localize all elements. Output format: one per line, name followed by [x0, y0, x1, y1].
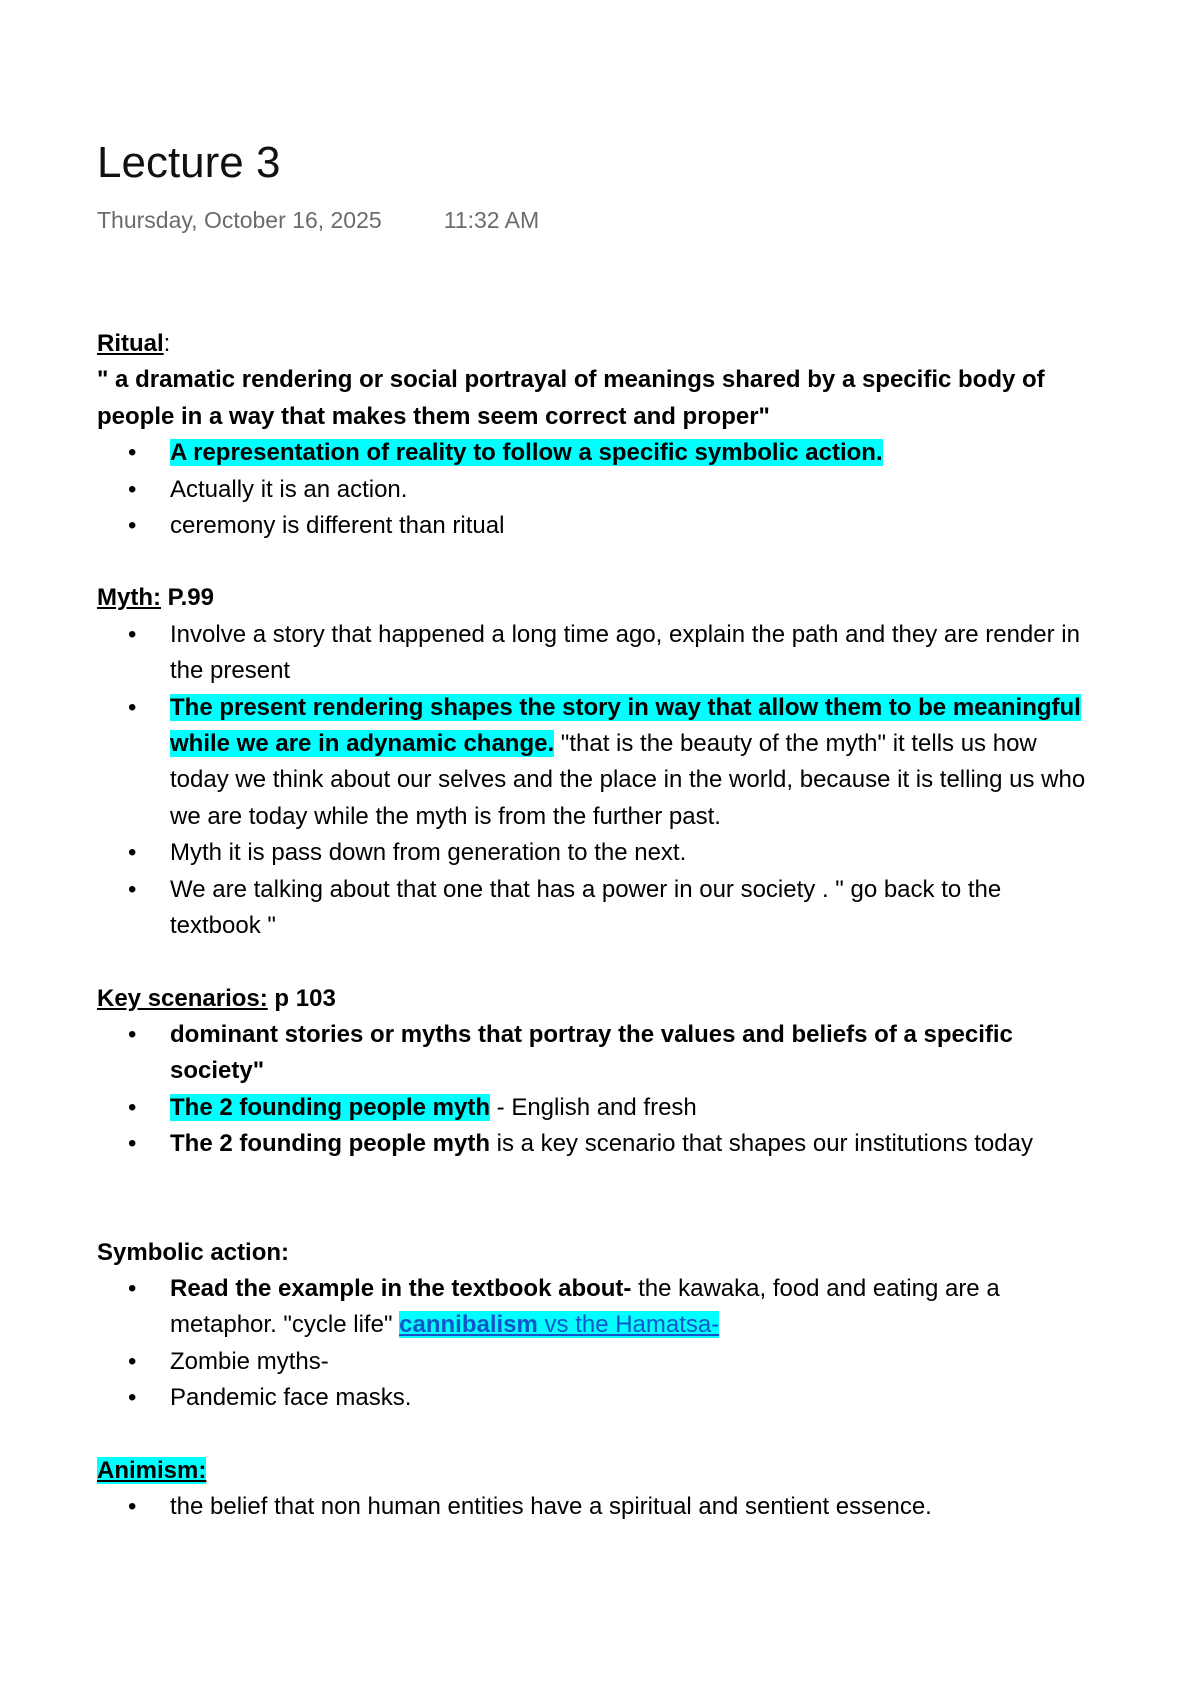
myth-page: P.99	[160, 584, 214, 612]
bullet-icon: •	[128, 693, 137, 721]
ritual-bullet-3: ceremony is different than ritual	[170, 512, 505, 540]
key-page: p 103	[267, 984, 336, 1012]
myth-list	[97, 617, 1097, 945]
bullet-icon: •	[128, 1274, 137, 1302]
key-bullet-3-bold: The 2 founding people myth	[170, 1130, 490, 1158]
note-body[interactable]	[97, 326, 1097, 1525]
list-item	[97, 1271, 1097, 1344]
key-bullet-1: dominant stories or myths that portray the values and beliefs of a specific society"	[170, 1020, 1013, 1085]
myth-bullet-2-highlight: The present rendering shapes the story in way that allow them to be meaningful while we are in adynamic change.	[170, 693, 1081, 758]
symbolic-heading: Symbolic action:	[97, 1238, 290, 1266]
ritual-heading-line	[97, 326, 1097, 362]
bullet-icon: •	[128, 512, 137, 540]
ritual-list	[97, 435, 1097, 544]
page-title: Lecture 3	[97, 138, 281, 187]
page-time: 11:32 AM	[443, 207, 540, 233]
list-item	[97, 1090, 1097, 1126]
key-heading: Key scenarios:	[97, 984, 268, 1012]
ritual-heading: Ritual	[97, 330, 164, 357]
list-item	[97, 1017, 1097, 1090]
animism-list	[97, 1489, 1097, 1525]
list-item	[97, 690, 1097, 836]
spacer	[97, 544, 1097, 580]
spacer	[97, 945, 1097, 981]
myth-heading: Myth:	[97, 584, 161, 612]
bullet-icon: •	[128, 875, 137, 903]
symbolic-bullet-2: Zombie myths-	[170, 1347, 329, 1375]
ritual-colon: :	[163, 330, 171, 357]
myth-heading-line	[97, 580, 1097, 616]
list-item	[97, 617, 1097, 690]
bullet-icon: •	[128, 620, 137, 648]
bullet-icon: •	[128, 839, 137, 867]
bullet-icon: •	[128, 1130, 137, 1158]
myth-bullet-4: We are talking about that one that has a power in our society . " go back to the textbook "	[170, 875, 1002, 940]
ritual-bullet-2: Actually it is an action.	[170, 475, 408, 503]
bullet-icon: •	[128, 1020, 137, 1048]
list-item	[97, 835, 1097, 871]
bullet-icon: •	[128, 439, 137, 467]
hamatsa-link-bold[interactable]: cannibalism	[399, 1311, 538, 1339]
bullet-icon: •	[128, 1384, 137, 1412]
bullet-icon: •	[128, 1093, 137, 1121]
key-heading-line	[97, 981, 1097, 1017]
animism-heading: Animism:	[97, 1456, 207, 1484]
list-item	[97, 872, 1097, 945]
ritual-bullet-1: A representation of reality to follow a specific symbolic action.	[170, 439, 883, 467]
symbolic-list	[97, 1271, 1097, 1417]
page-meta	[97, 207, 539, 234]
myth-bullet-2-rest: "that is the beauty of the myth" it tells us how today we think about our selves and the place in the world, because it is telling us who we are today while the myth is from the further past.	[170, 730, 1086, 830]
spacer	[97, 1417, 1097, 1453]
hamatsa-link[interactable]	[399, 1311, 719, 1338]
list-item	[97, 1489, 1097, 1525]
myth-bullet-1: Involve a story that happened a long time ago, explain the path and they are render in the present	[170, 620, 1080, 685]
bullet-icon: •	[128, 1492, 137, 1520]
key-list	[97, 1017, 1097, 1163]
ritual-definition: " a dramatic rendering or social portrayal of meanings shared by a specific body of people in a way that makes them seem correct and proper"	[97, 366, 1045, 430]
list-item	[97, 508, 1097, 544]
animism-heading-line	[97, 1453, 1097, 1489]
list-item	[97, 1380, 1097, 1416]
symbolic-bullet-3: Pandemic face masks.	[170, 1384, 412, 1412]
key-bullet-2-rest: - English and fresh	[490, 1093, 697, 1121]
spacer	[97, 1163, 1097, 1235]
hamatsa-link-rest[interactable]: vs the Hamatsa-	[537, 1311, 720, 1339]
page-date: Thursday, October 16, 2025	[97, 207, 382, 233]
bullet-icon: •	[128, 1347, 137, 1375]
myth-bullet-3: Myth it is pass down from generation to the next.	[170, 839, 687, 867]
symbolic-bullet-1-rest: the kawaka, food and eating are a metaphor. "cycle life"	[170, 1274, 1000, 1339]
animism-bullet-1: the belief that non human entities have a spiritual and sentient essence.	[170, 1492, 932, 1520]
key-bullet-2-highlight: The 2 founding people myth	[170, 1093, 490, 1121]
list-item	[97, 1126, 1097, 1162]
bullet-icon: •	[128, 475, 137, 503]
list-item	[97, 435, 1097, 471]
key-bullet-3-rest: is a key scenario that shapes our institutions today	[490, 1130, 1033, 1158]
list-item	[97, 472, 1097, 508]
symbolic-bullet-1-bold: Read the example in the textbook about-	[170, 1274, 632, 1302]
list-item	[97, 1344, 1097, 1380]
